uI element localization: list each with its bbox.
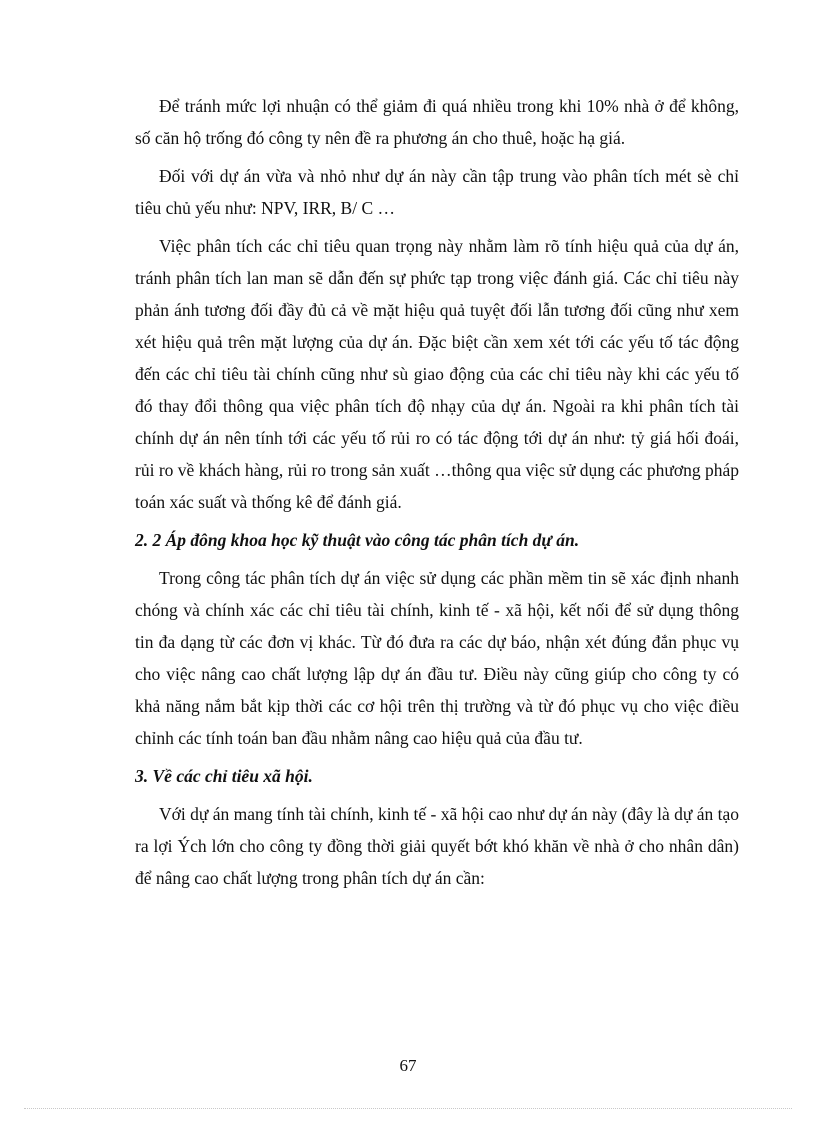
page-number: 67 [399, 1056, 417, 1075]
paragraph-key-indicators: Đối với dự án vừa và nhỏ như dự án này cần tập trung vào phân tích mét sè chỉ tiêu chủ yếu như: NPV, IRR, B/ C … [135, 166, 739, 218]
page-bottom-divider [24, 1108, 792, 1109]
section-heading-technology: 2. 2 Áp đông khoa học kỹ thuật vào công tác phân tích dự án. [135, 530, 580, 550]
paragraph-indicator-analysis: Việc phân tích các chỉ tiêu quan trọng này nhằm làm rõ tính hiệu quả của dự án, tránh phân tích lan man sẽ dẫn đến sự phức tạp trong việc đánh giá. Các chỉ tiêu này phản ánh tương đối đầy đủ cả về mặt hiệu quả tuyệt đối lẫn tương đối cũng như xem xét hiệu quả trên mặt lượng của dự án. Đặc biệt cần xem xét tới các yếu tố tác động đến các chỉ tiêu tài chính cũng như sù giao động của các chỉ tiêu này khi các yếu tố đó thay đổi thông qua việc phân tích độ nhạy của dự án. Ngoài ra khi phân tích tài chính dự án nên tính tới các yếu tố rủi ro có tác động tới dự án như: tỷ giá hối đoái, rủi ro về khách hàng, rủi ro trong sản xuất …thông qua việc sử dụng các phương pháp toán xác suất và thống kê để đánh giá. [135, 236, 739, 512]
paragraph-software-usage: Trong công tác phân tích dự án việc sử dụng các phần mềm tin sẽ xác định nhanh chóng và chính xác các chỉ tiêu tài chính, kinh tế - xã hội, kết nối để sử dụng thông tin đa dạng từ các đơn vị khác. Từ đó đưa ra các dự báo, nhận xét đúng đắn phục vụ cho việc nâng cao chất lượng lập dự án đầu tư. Điều này cũng giúp cho công ty có khả năng nắm bắt kịp thời các cơ hội trên thị trường và từ đó phục vụ cho việc điều chỉnh các tính toán ban đầu nhằm nâng cao hiệu quả của đầu tư. [135, 568, 739, 748]
section-heading-social-indicators: 3. Về các chỉ tiêu xã hội. [135, 766, 313, 786]
paragraph-vacant-housing: Để tránh mức lợi nhuận có thể giảm đi quá nhiều trong khi 10% nhà ở để không, số căn hộ trống đó công ty nên đề ra phương án cho thuê, hoặc hạ giá. [135, 96, 739, 148]
paragraph-social-project: Với dự án mang tính tài chính, kinh tế - xã hội cao như dự án này (đây là dự án tạo ra lợi Ých lớn cho công ty đồng thời giải quyết bớt khó khăn về nhà ở cho nhân dân) để nâng cao chất lượng trong phân tích dự án cần: [135, 804, 739, 888]
document-page [135, 90, 739, 900]
